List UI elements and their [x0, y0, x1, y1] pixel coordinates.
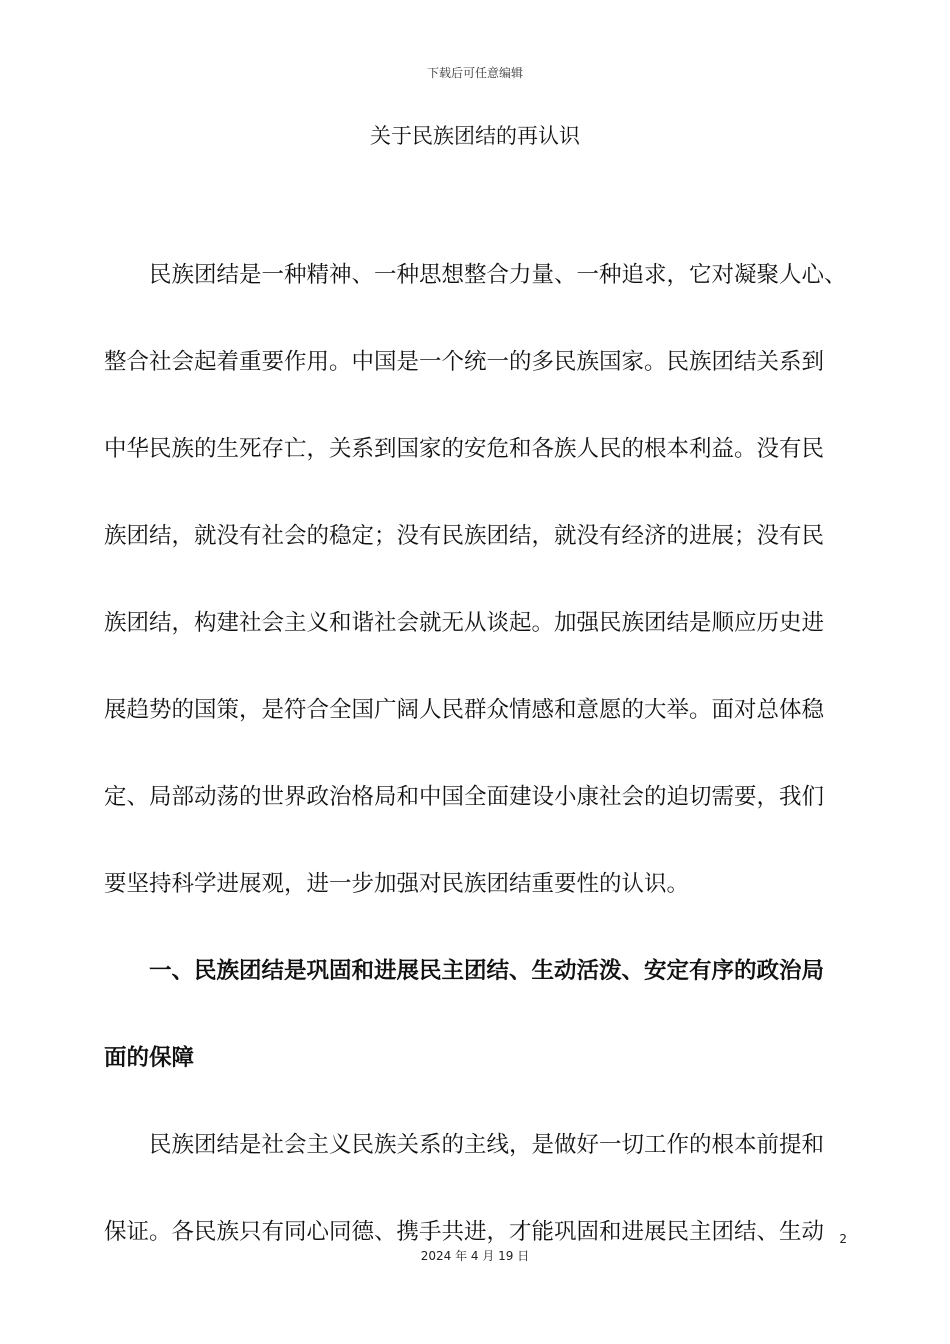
heading-line: 面的保障: [104, 1045, 195, 1071]
paragraph-line: 要坚持科学进展观，进一步加强对民族团结重要性的认识。: [104, 871, 690, 897]
paragraph-1: [104, 232, 846, 928]
paragraph-line: 保证。各民族只有同心同德、携手共进，才能巩固和进展民主团结、生动: [104, 1219, 825, 1245]
section-heading-1: [104, 928, 846, 1102]
paragraph-line: 族团结，构建社会主义和谐社会就无从谈起。加强民族团结是顺应历史进: [104, 610, 825, 636]
header-note: 下载后可任意编辑: [426, 66, 523, 80]
paragraph-line: 展趋势的国策，是符合全国广阔人民群众情感和意愿的大举。面对总体稳: [104, 697, 825, 723]
paragraph-line: 定、局部动荡的世界政治格局和中国全面建设小康社会的迫切需要，我们: [104, 784, 825, 810]
heading-line: 一、民族团结是巩固和进展民主团结、生动活泼、安定有序的政治局: [149, 958, 825, 984]
paragraph-line: 中华民族的生死存亡，关系到国家的安危和各族人民的根本利益。没有民: [104, 436, 825, 462]
document-body: [104, 232, 846, 1276]
paragraph-line: 整合社会起着重要作用。中国是一个统一的多民族国家。民族团结关系到: [104, 349, 825, 375]
paragraph-line: 族团结，就没有社会的稳定；没有民族团结，就没有经济的进展；没有民: [104, 523, 825, 549]
paragraph-line: 民族团结是社会主义民族关系的主线，是做好一切工作的根本前提和: [149, 1132, 825, 1158]
document-title: 关于民族团结的再认识: [370, 124, 580, 148]
page-number: 2: [839, 1232, 847, 1246]
footer-date: 2024 年 4 月 19 日: [420, 1249, 530, 1263]
paragraph-line: 民族团结是一种精神、一种思想整合力量、一种追求，它对凝聚人心、: [149, 262, 847, 288]
